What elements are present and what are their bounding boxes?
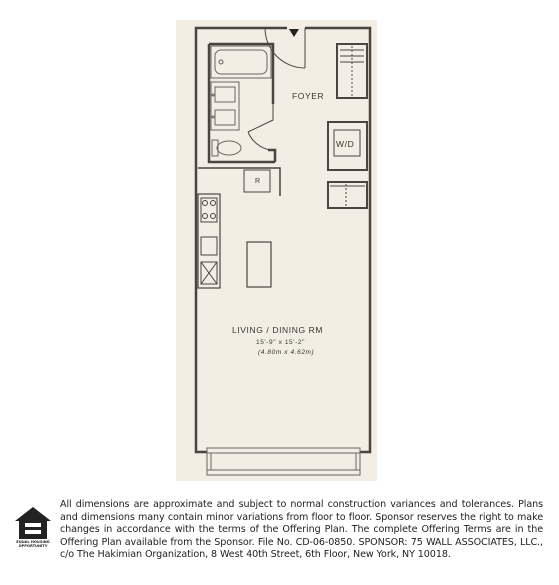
living-dining-label: LIVING / DINING RM <box>232 325 324 335</box>
disclaimer-text: All dimensions are approximate and subject to normal construction variances and tolerances. Plans and dimensions many contain minor variations from floor to floor. Sponsor reserves the right to make changes in accordance with the terms of the Offering Plan. The complete Offering Terms are in the Offering Plan available from the Sponsor. File No. CD-06-0850. SPONSOR: 75 WALL ASSOCIATES, LLC., c/o The Hakimian Organization, 8 West 40th Street, 6th Floor, New York, NY 10018. <box>60 499 543 561</box>
equal-housing-label: EQUAL HOUSING OPPORTUNITY <box>16 540 50 549</box>
living-dining-dimensions-metric: (4.80m x 4.62m) <box>258 349 315 356</box>
wd-label: W/D <box>336 139 355 149</box>
foyer-label: FOYER <box>292 91 325 101</box>
floor-area <box>176 20 377 481</box>
refrigerator-label: R <box>255 178 261 185</box>
living-dining-dimensions: 15'-9" x 15'-2" <box>256 339 305 346</box>
